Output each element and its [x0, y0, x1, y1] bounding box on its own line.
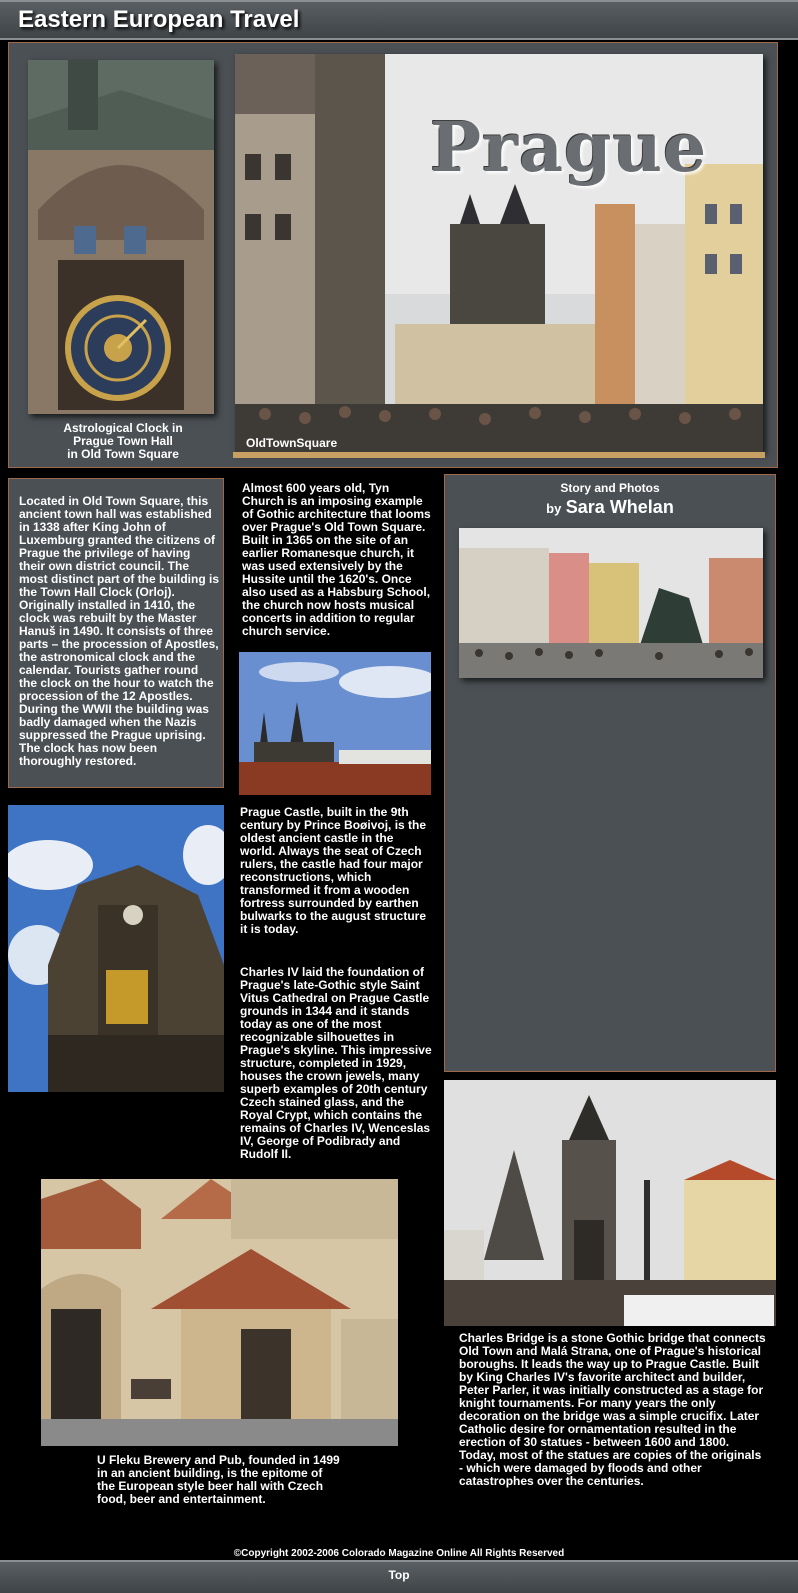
- hero-title: Prague: [430, 108, 708, 188]
- astrological-clock-photo: [28, 60, 214, 414]
- site-header: [0, 0, 798, 40]
- tyn-church-text: Almost 600 years old, Tyn Church is an imposing example of Gothic architecture that looms over Prague's Old Town Square. Built in 1365 on the site of an earlier Romanesque church, it was used extensively by the Hussite until the 1620's. Once also used as a Habsburg School, the church now hosts musical concerts in addition to regular church service.: [242, 481, 431, 638]
- old-town-square-story-photo: [459, 528, 763, 678]
- town-hall-text: Located in Old Town Square, this ancient town hall was established in 1338 after King John of Luxemburg granted the citizens of Prague the privilege of having their own district council. The most distinct part of the building is the Town Hall Clock (Orloj). Originally installed in 1410, the clock was rebuilt by the Master Hanuš in 1490. It consists of three parts – the procession of Apostles, the astronomical clock and the calendar. Tourists gather round the clock on the hour to watch the procession of the 12 Apostles. During the WWII the building was badly damaged when the Nazis suppressed the Prague uprising. The clock has now been thoroughly restored.: [19, 494, 219, 768]
- clock-caption-line: Prague Town Hall: [73, 434, 173, 448]
- author-line: [445, 497, 775, 518]
- hero-label: OldTownSquare: [246, 436, 338, 450]
- story-label: Story and Photos: [560, 481, 660, 495]
- hero-underline: [233, 452, 765, 458]
- u-fleku-caption: U Fleku Brewery and Pub, founded in 1499 in an ancient building, is the epitome of the European style beer hall with Czech food, beer and entertainment.: [97, 1453, 340, 1506]
- prague-castle-text: Prague Castle, built in the 9th century by Prince Boøivoj, is the oldest ancient castle in the world. Always the seat of Czech rulers, the castle had four major reconstructions, which transformed it from a wooden fortress surrounded by earthen bulwarks to the august structure it is today.: [240, 805, 427, 936]
- clock-caption: [28, 422, 218, 461]
- charles-bridge-photo: [444, 1080, 776, 1326]
- clock-caption-line: Astrological Clock in: [63, 421, 183, 435]
- top-link[interactable]: Top: [388, 1568, 410, 1582]
- u-fleku-brewery-photo: [41, 1179, 398, 1446]
- copyright-text: ©Copyright 2002-2006 Colorado Magazine Online All Rights Reserved: [233, 1548, 565, 1559]
- town-hall-panel: [8, 478, 224, 788]
- site-title: Eastern European Travel: [18, 6, 300, 33]
- charles-bridge-text: Charles Bridge is a stone Gothic bridge that connects Old Town and Malá Strana, one of Prague's historical boroughs. It leads the way up to Prague Castle. Built by King Charles IV's favorite architect and builder, Peter Parler, it was initially constructed as a stage for knight tournaments. For many years the only decoration on the bridge was a simple crucifix. Later Catholic desire for ornamentation resulted in the erection of 30 statues - between 1600 and 1800. Today, most of the statues are copies of the originals - which were damaged by floods and other catastrophes over the centuries.: [459, 1331, 766, 1488]
- st-vitus-cathedral-photo: [8, 805, 224, 1092]
- prague-castle-photo: [239, 652, 431, 795]
- clock-caption-line: in Old Town Square: [67, 447, 179, 461]
- author-name: Sara Whelan: [565, 497, 674, 517]
- st-vitus-text: Charles IV laid the foundation of Prague's late-Gothic style Saint Vitus Cathedral on Prague Castle grounds in 1344 and it stands today as one of the most recognizable silhouettes in Prague's skyline. This impressive structure, completed in 1929, houses the crown jewels, many superb examples of 20th century Czech stained glass, and the Royal Crypt, which contains the remains of Charles IV, Wenceslas IV, George of Podibrady and Rudolf II.: [240, 965, 432, 1161]
- by-label: by: [546, 501, 562, 516]
- site-footer: [0, 1560, 798, 1593]
